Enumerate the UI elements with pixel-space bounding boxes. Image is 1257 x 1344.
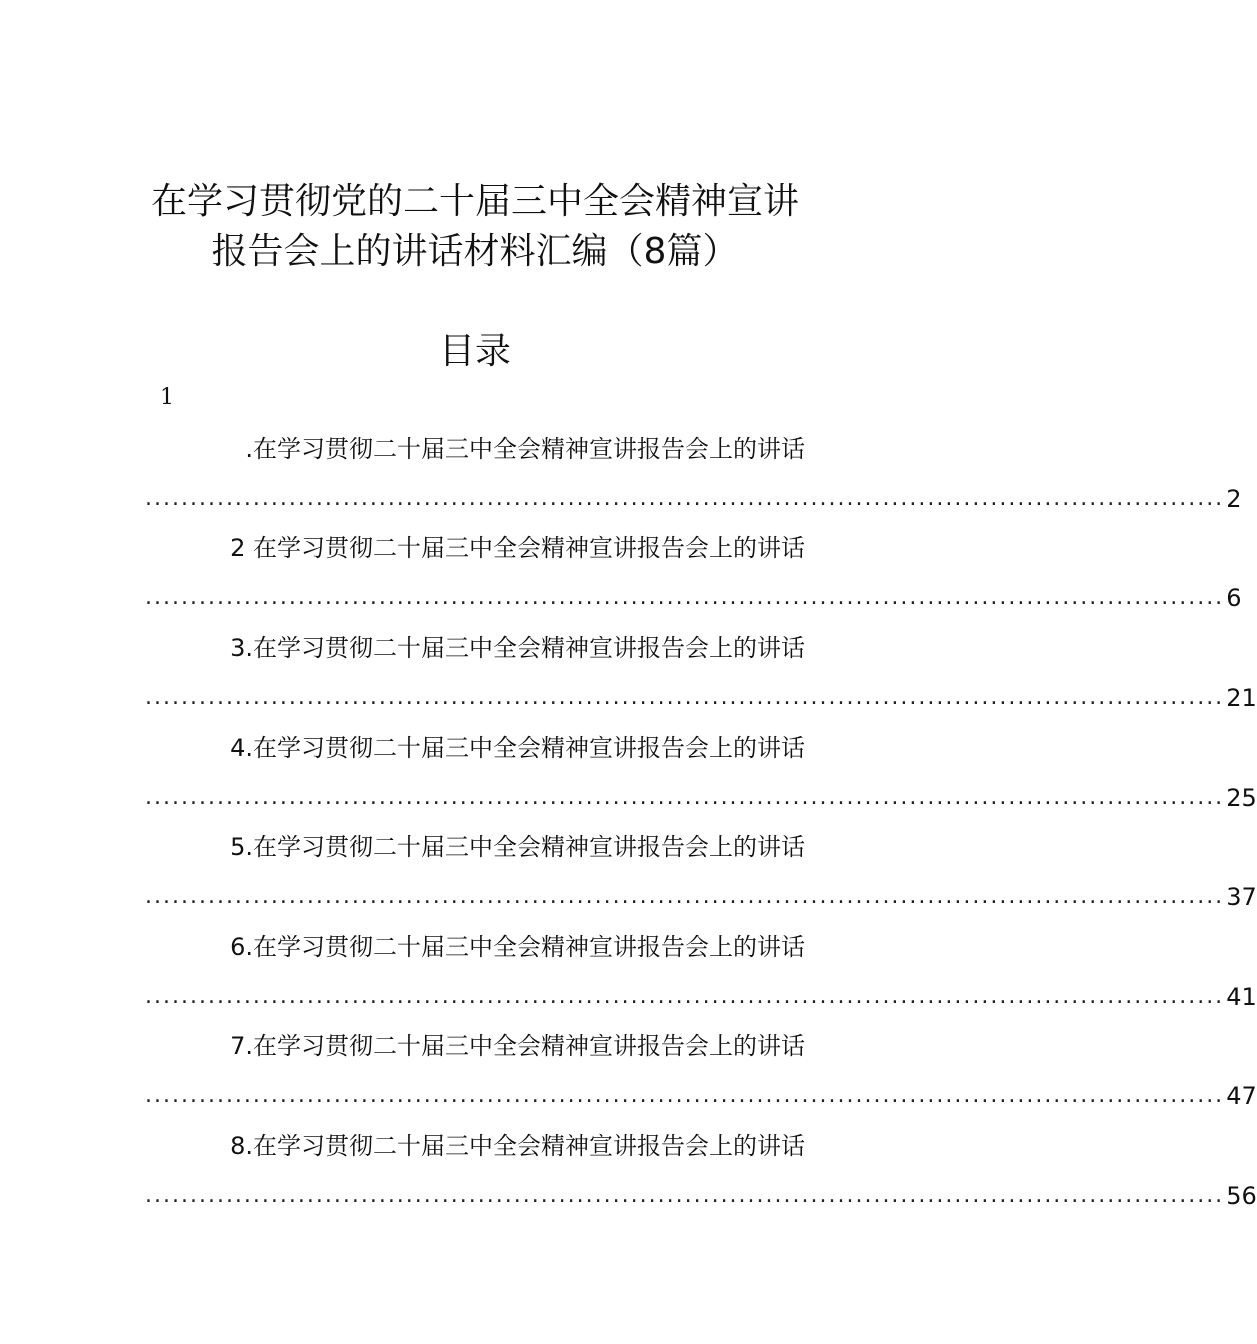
toc-page-number: 25 (1226, 784, 1257, 812)
toc-leader-row (145, 579, 1242, 613)
document-title-line-2: 报告会上的讲话材料汇编（8篇） (211, 231, 739, 272)
toc-entry-title[interactable]: 7.在学习贯彻二十届三中全会精神宣讲报告会上的讲话 (230, 1032, 805, 1060)
toc-leader-row (145, 679, 1257, 713)
toc-entry-7[interactable] (0, 1029, 1257, 1129)
toc-entry-1[interactable] (0, 432, 1242, 532)
toc-leader-dots: ........................................................................................................................ (145, 1083, 1225, 1108)
toc-leader-row (145, 779, 1257, 813)
toc-entry-title[interactable]: 2 在学习贯彻二十届三中全会精神宣讲报告会上的讲话 (230, 534, 805, 562)
toc-leader-dots: ........................................................................................................................ (145, 984, 1225, 1009)
toc-leader-dots: ........................................................................................................................ (145, 685, 1225, 710)
toc-leader-dots: ........................................................................................................................ (145, 585, 1225, 610)
toc-entry-title[interactable]: 4.在学习贯彻二十届三中全会精神宣讲报告会上的讲话 (230, 734, 805, 762)
toc-page-number: 2 (1226, 485, 1242, 513)
toc-heading: 目录 (438, 331, 511, 372)
toc-entry-5[interactable] (0, 830, 1257, 930)
toc-leader-row (145, 1177, 1257, 1211)
toc-entry-2[interactable] (0, 531, 1242, 631)
toc-leader-row (145, 878, 1257, 912)
toc-page-number: 47 (1226, 1082, 1257, 1110)
toc-entry-title[interactable]: 8.在学习贯彻二十届三中全会精神宣讲报告会上的讲话 (230, 1132, 805, 1160)
toc-page-number: 6 (1226, 584, 1242, 612)
toc-entry-4[interactable] (0, 731, 1257, 831)
toc-page-number: 41 (1226, 983, 1257, 1011)
document-title-line-1: 在学习贯彻党的二十届三中全会精神宣讲 (150, 181, 799, 222)
toc-entry-title[interactable]: .在学习贯彻二十届三中全会精神宣讲报告会上的讲话 (245, 435, 805, 463)
toc-leader-dots: ........................................................................................................................ (145, 486, 1225, 511)
toc-leader-dots: ........................................................................................................................ (145, 884, 1225, 909)
toc-entry-3[interactable] (0, 631, 1257, 731)
toc-page-number: 37 (1226, 883, 1257, 911)
toc-page-number: 56 (1226, 1182, 1257, 1210)
toc-leader-row (145, 1077, 1257, 1111)
toc-entry-title[interactable]: 5.在学习贯彻二十届三中全会精神宣讲报告会上的讲话 (230, 833, 805, 861)
toc-leader-dots: ........................................................................................................................ (145, 785, 1225, 810)
toc-page-number: 21 (1226, 684, 1257, 712)
toc-leader-row (145, 978, 1257, 1012)
toc-entry-title[interactable]: 3.在学习贯彻二十届三中全会精神宣讲报告会上的讲话 (230, 634, 805, 662)
toc-entry-6[interactable] (0, 930, 1257, 1030)
toc-entry-8[interactable] (0, 1129, 1257, 1229)
toc-leader-row (145, 480, 1242, 514)
toc-entry-title[interactable]: 6.在学习贯彻二十届三中全会精神宣讲报告会上的讲话 (230, 933, 805, 961)
toc-leader-dots: ........................................................................................................................ (145, 1183, 1225, 1208)
toc-stray-number: 1 (160, 385, 174, 410)
